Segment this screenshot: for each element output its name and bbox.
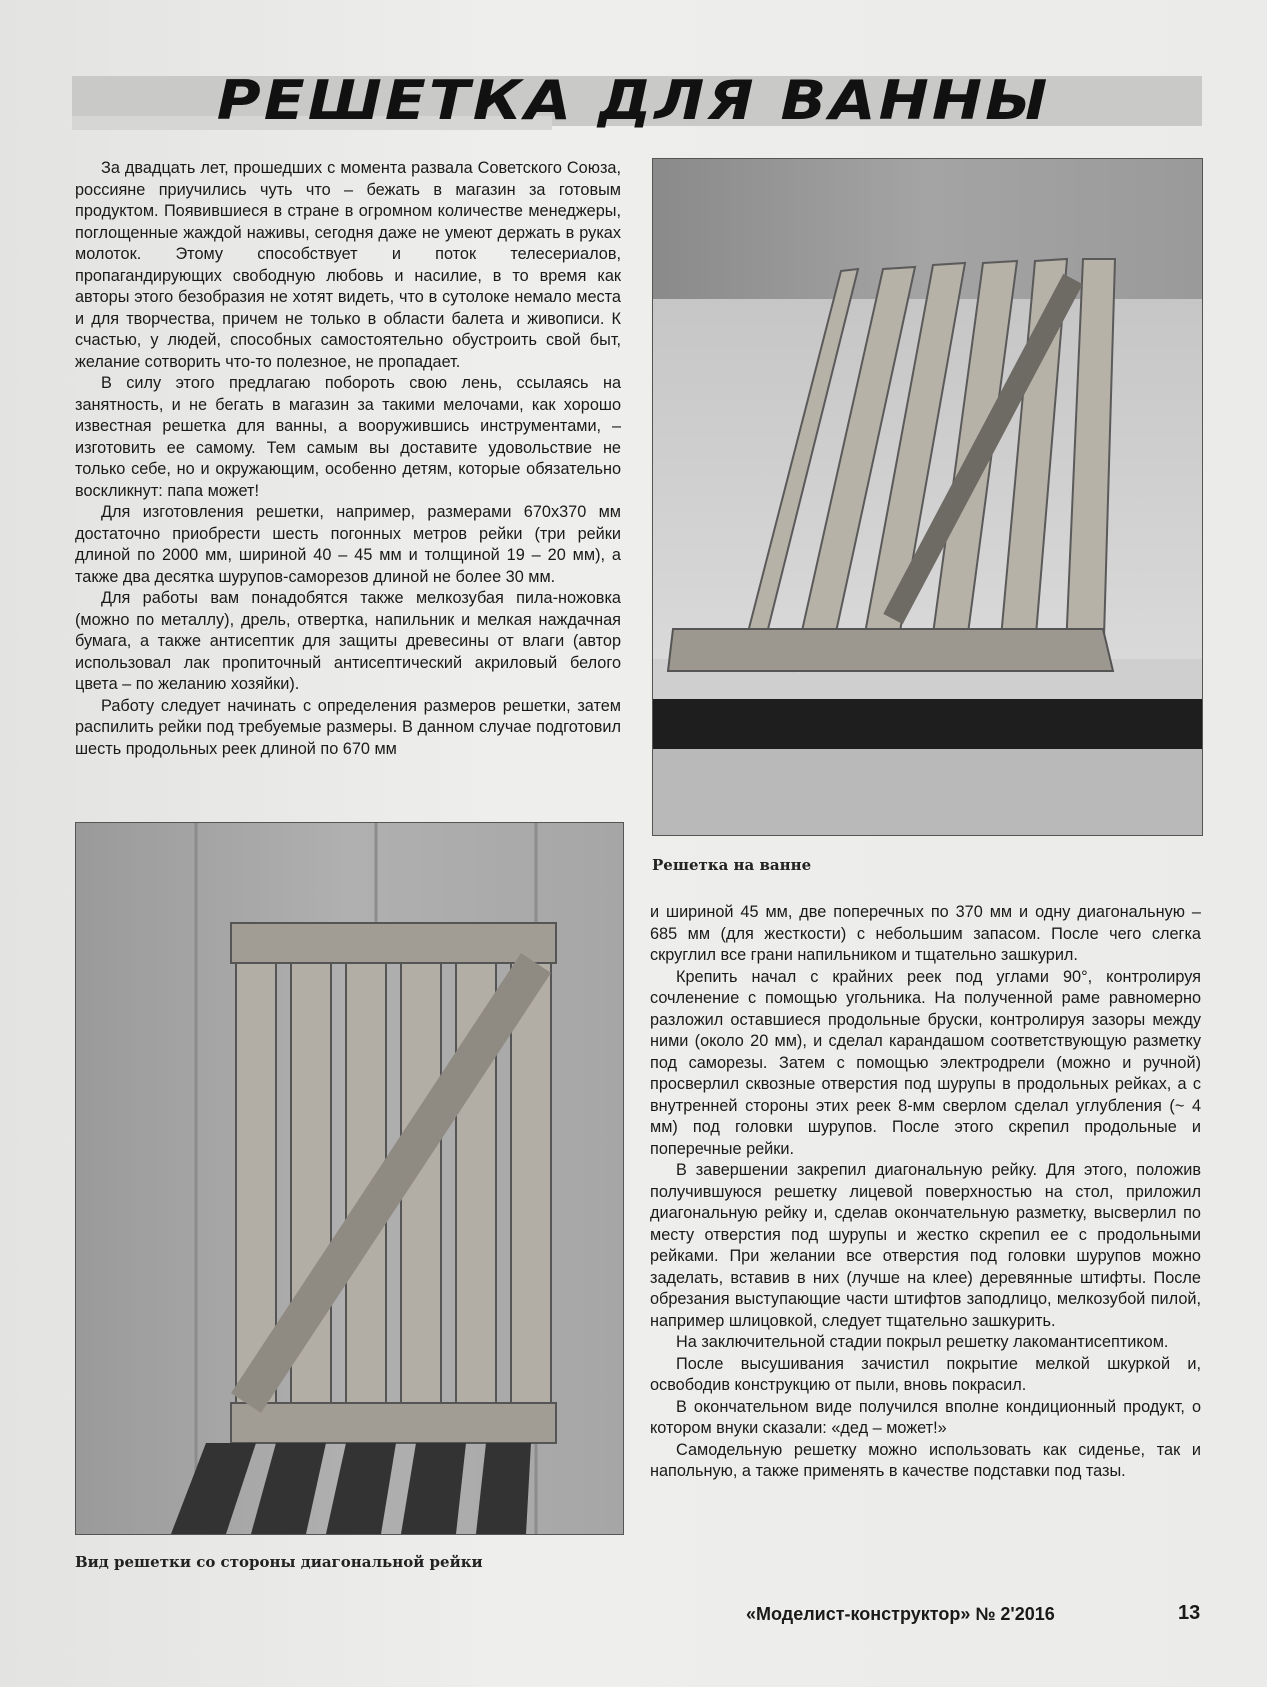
paragraph: На заключительной стадии покрыл решетку лакомантисептиком. [676, 1333, 1169, 1351]
grate-on-bathtub-illustration [653, 159, 1202, 835]
paragraph: Для работы вам понадобятся также мелкозубая пила-ножовка (можно по металлу), дрель, отвертка, напильник и мелкая наждачная бумага, а также антисептик для защиты древесины от влаги (автор использовал лак пропиточный антисептический акриловый белого цвета – по желанию хозяйки). [75, 589, 621, 693]
paragraph: После высушивания зачистил покрытие мелкой шкуркой и, освободив конструкцию от пыли, вновь покрасил. [650, 1354, 1201, 1394]
page-number: 13 [1178, 1602, 1201, 1624]
paragraph: Самодельную решетку можно использовать как сиденье, так и напольную, а также применять в качестве подставки под тазы. [650, 1440, 1201, 1480]
paragraph: В окончательном виде получился вполне кондиционный продукт, о котором внуки сказали: «дед – может!» [650, 1397, 1201, 1437]
paragraph: Крепить начал с крайних реек под углами 90°, контролируя сочленение с помощью угольника. На полученной раме равномерно разложил оставшиеся продольные бруски, контролируя зазоры между ними (около 20 мм), и сделал карандашом соответствующую разметку под саморезы. Затем с помощью электродрели (можно и ручной) просверлил сквозные отверстия под шурупы в продольных рейках, а с внутренней стороны этих реек 8-мм сверлом сделал углубления (~ 4 мм) под головки шурупов. После этого скрепил продольные и поперечные рейки. [650, 967, 1201, 1158]
article-title: РЕШЕТКА ДЛЯ ВАННЫ [216, 69, 1051, 133]
paragraph: и шириной 45 мм, две поперечных по 370 мм и одну диагональную – 685 мм (для жесткости) с небольшим запасом. После чего слегка скруглил все грани напильником и тщательно зашкурил. [650, 903, 1201, 964]
left-text-column [75, 158, 621, 760]
photo-grate-diagonal-side [75, 822, 624, 1535]
paragraph: В завершении закрепил диагональную рейку. Для этого, положив получившуюся решетку лицевой поверхностью на стол, приложил диагональную рейку и, сделав окончательную разметку, высверлил по месту отверстия под шурупы и жестко скрепил ее с продольными рейками. При желании все отверстия под головки шурупов можно заделать, вставив в них (лучше на клее) деревянные штифты. После обрезания выступающие части штифтов заподлицо, мелкозубой пилой, например шлицовкой, следует тщательно зашкурить. [650, 1161, 1201, 1330]
paragraph: Для изготовления решетки, например, размерами 670х370 мм достаточно приобрести шесть погонных метров рейки (три рейки длиной по 2000 мм, шириной 40 – 45 мм и толщиной 19 – 20 мм), а также два десятка шурупов-саморезов длиной не более 30 мм. [75, 503, 621, 586]
right-text-column [650, 902, 1201, 1483]
paragraph: За двадцать лет, прошедших с момента развала Советского Союза, россияне приучились чуть что – бежать в магазин за готовым продуктом. Появившиеся в стране в огромном количестве менеджеры, поглощенные жаждой наживы, сегодня даже не умеют держать в руках молоток. Этому способствует и поток телесериалов, пропагандирующих свободную любовь и насилие, в то время как авторы этого безобразия не хотят видеть, что в сутолоке немало места и для творчества, причем не только в области балета и живописи. К счастью, у людей, способных самостоятельно обустроить свой быт, желание сотворить что-то полезное, не пропадает. [75, 159, 621, 371]
photo-grate-on-bathtub [652, 158, 1203, 836]
caption-bottom-photo: Вид решетки со стороны диагональной рейки [75, 1553, 483, 1571]
paragraph: Работу следует начинать с определения размеров решетки, затем распилить рейки под требуемые размеры. В данном случае подготовил шесть продольных реек длиной по 670 мм [75, 696, 621, 758]
grate-diagonal-side-illustration [76, 823, 623, 1534]
paragraph: В силу этого предлагаю побороть свою лень, ссылаясь на занятность, и не бегать в магазин за такими мелочами, как хорошо известная решетка для ванны, а вооружившись инструментами, – изготовить ее самому. Тем самым вы доставите удовольствие не только себе, но и окружающим, особенно детям, которые обязательно воскликнут: папа может! [75, 374, 621, 500]
caption-top-photo: Решетка на ванне [652, 856, 812, 874]
magazine-footer: «Моделист-конструктор» № 2'2016 [746, 1604, 1055, 1624]
